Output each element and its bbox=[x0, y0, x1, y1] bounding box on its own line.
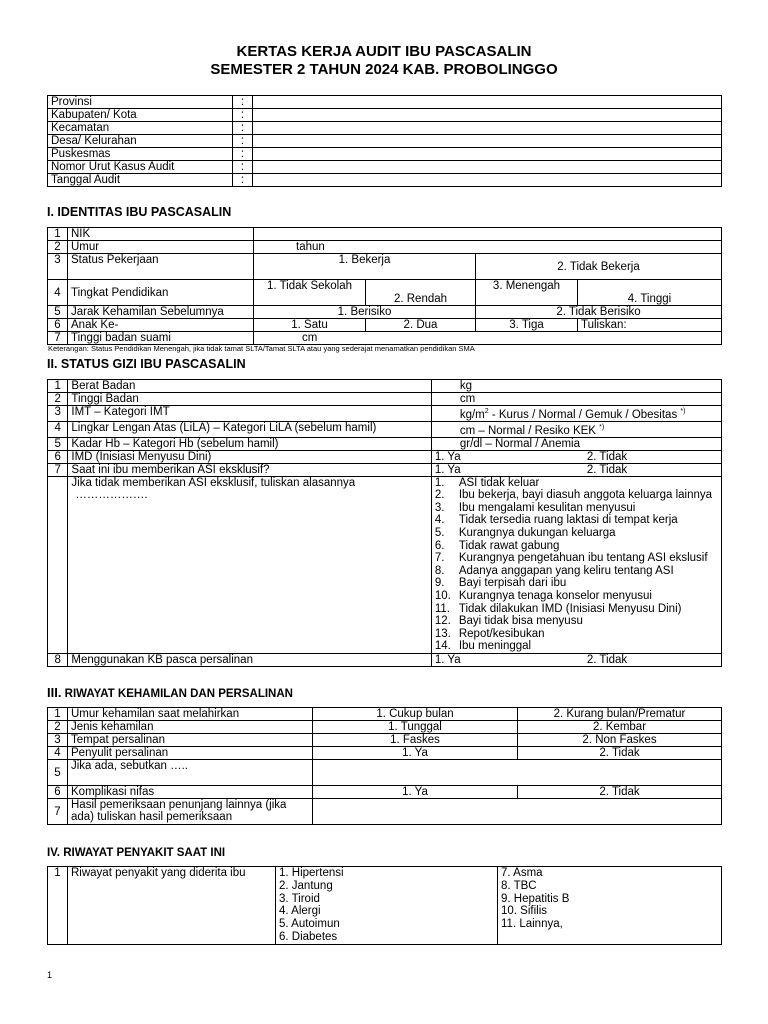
row-number: 5 bbox=[48, 760, 68, 786]
reason-option-number: 13. bbox=[434, 627, 451, 640]
reason-option-number: 6. bbox=[434, 539, 445, 552]
husband-height-label: Tinggi badan suami bbox=[68, 332, 254, 345]
reason-option-text: Kurangnya pengetahuan ibu tentang ASI ekslusif bbox=[458, 552, 708, 565]
disease-history-label: Riwayat penyakit yang diderita ibu bbox=[68, 867, 276, 945]
supporting-exam-field[interactable] bbox=[313, 799, 722, 825]
disease-option[interactable]: 4. Alergi bbox=[279, 905, 321, 918]
disease-option[interactable]: 11. Lainnya, bbox=[501, 918, 563, 931]
age-field[interactable] bbox=[254, 241, 722, 254]
row-number: 2 bbox=[48, 393, 68, 406]
delivery-option-non-facility[interactable]: 2. Non Faskes bbox=[518, 734, 722, 747]
age-unit: tahun bbox=[296, 241, 325, 253]
disease-history-table bbox=[47, 866, 722, 945]
exclusive-breastfeeding-options[interactable] bbox=[431, 463, 721, 476]
info-value-field[interactable] bbox=[253, 174, 722, 187]
bmi-field[interactable] bbox=[431, 406, 721, 422]
section-4-heading: IV. RIWAYAT PENYAKIT SAAT INI bbox=[47, 847, 226, 859]
info-row bbox=[48, 135, 722, 148]
gestational-option-preterm[interactable]: 2. Kurang bulan/Prematur bbox=[518, 708, 722, 721]
reason-option-number: 8. bbox=[434, 564, 445, 577]
reason-option[interactable] bbox=[435, 640, 718, 653]
lila-field[interactable] bbox=[431, 421, 721, 437]
info-colon: : bbox=[233, 109, 253, 122]
lila-footnote-mark: *) bbox=[599, 423, 605, 431]
row-number: 1 bbox=[48, 380, 68, 393]
reason-write-in[interactable]: ………………. bbox=[75, 488, 148, 501]
delivery-place-label: Tempat persalinan bbox=[68, 734, 313, 747]
info-value-field[interactable] bbox=[253, 109, 722, 122]
identity-table bbox=[47, 227, 722, 345]
education-option-middle[interactable]: 3. Menengah bbox=[476, 280, 578, 306]
gestational-option-full[interactable]: 1. Cukup bulan bbox=[313, 708, 518, 721]
spacing-option-risk[interactable]: 1. Berisiko bbox=[254, 306, 476, 319]
disease-option[interactable]: 5. Autoimun bbox=[279, 918, 340, 931]
disease-option[interactable]: 9. Hepatitis B bbox=[501, 892, 570, 905]
reason-option-number: 4. bbox=[434, 514, 445, 527]
reason-option-text: Ibu meninggal bbox=[458, 640, 532, 653]
reason-option-text: Repot/kesibukan bbox=[458, 627, 545, 640]
reason-option[interactable] bbox=[435, 590, 718, 603]
height-field[interactable]: cm bbox=[431, 393, 721, 406]
bmi-unit: kg/m bbox=[459, 408, 485, 421]
reason-option[interactable] bbox=[435, 552, 718, 565]
weight-label: Berat Badan bbox=[68, 380, 431, 393]
section-3-roman: III. bbox=[47, 685, 62, 700]
document-subtitle: SEMESTER 2 TAHUN 2024 KAB. PROBOLINGGO bbox=[210, 61, 558, 78]
info-colon: : bbox=[233, 161, 253, 174]
reason-option-text: Bayi tidak bisa menyusu bbox=[458, 615, 583, 628]
education-option-high[interactable]: 4. Tinggi bbox=[578, 280, 722, 306]
reason-option-text: ASI tidak keluar bbox=[458, 476, 540, 489]
kb-option-no[interactable]: 2. Tidak bbox=[586, 653, 628, 666]
employment-option-working[interactable]: 1. Bekerja bbox=[254, 254, 476, 280]
disease-options-col2 bbox=[498, 867, 722, 945]
height-label: Tinggi Badan bbox=[68, 393, 431, 406]
reason-option[interactable] bbox=[435, 615, 718, 628]
disease-option[interactable]: 2. Jantung bbox=[279, 879, 333, 892]
info-row bbox=[48, 96, 722, 109]
postpartum-option-no[interactable]: 2. Tidak bbox=[518, 786, 722, 799]
info-row bbox=[48, 122, 722, 135]
info-label: Nomor Urut Kasus Audit bbox=[48, 161, 233, 174]
reason-option-text: Tidak tersedia ruang laktasi di tempat kerja bbox=[458, 514, 678, 527]
reason-option-text: Adanya anggapan yang keliru tentang ASI bbox=[458, 564, 674, 577]
education-option-low[interactable]: 2. Rendah bbox=[366, 280, 476, 306]
info-label: Provinsi bbox=[48, 96, 233, 109]
reason-option[interactable] bbox=[435, 527, 718, 540]
row-number: 6 bbox=[48, 786, 68, 799]
kb-option-yes[interactable]: 1. Ya bbox=[434, 653, 461, 666]
row-number: 2 bbox=[48, 721, 68, 734]
disease-option[interactable]: 10. Sifilis bbox=[501, 905, 548, 918]
reason-option[interactable] bbox=[435, 565, 718, 578]
row-number: 3 bbox=[48, 254, 68, 280]
info-value-field[interactable] bbox=[253, 148, 722, 161]
row-number: 1 bbox=[48, 228, 68, 241]
lila-categories: cm – Normal / Resiko KEK bbox=[459, 424, 600, 437]
postpartum-option-yes[interactable]: 1. Ya bbox=[313, 786, 518, 799]
info-row bbox=[48, 148, 722, 161]
info-value-field[interactable] bbox=[253, 122, 722, 135]
reason-option-text: Tidak dilakukan IMD (Inisiasi Menyusu Dini) bbox=[458, 602, 682, 615]
reason-option[interactable] bbox=[435, 577, 718, 590]
pregnancy-history-table bbox=[47, 707, 722, 825]
reason-option-number: 14. bbox=[434, 640, 451, 653]
child-order-option-1[interactable]: 1. Satu bbox=[254, 319, 366, 332]
education-note: Keterangan: Status Pendidikan Menengah, jika tidak tamat SLTA/Tamat SLTA atau yang sederajat menamatkan pendidikan SMA bbox=[48, 344, 475, 353]
complication-detail-label: Jika ada, sebutkan ….. bbox=[68, 760, 313, 786]
imd-label: IMD (Inisiasi Menyusu Dini) bbox=[68, 450, 431, 463]
hb-field[interactable]: gr/dl – Normal / Anemia bbox=[431, 437, 721, 450]
kb-label: Menggunakan KB pasca persalinan bbox=[68, 653, 431, 666]
info-value-field[interactable] bbox=[253, 135, 722, 148]
row-number: 3 bbox=[48, 406, 68, 422]
row-number: 5 bbox=[48, 306, 68, 319]
reason-options-list bbox=[431, 476, 721, 653]
bmi-label: IMT – Kategori IMT bbox=[68, 406, 431, 422]
info-label: Tanggal Audit bbox=[48, 174, 233, 187]
breastfeeding-option-yes[interactable]: 1. Ya bbox=[434, 463, 461, 476]
row-number: 5 bbox=[48, 437, 68, 450]
row-number: 4 bbox=[48, 421, 68, 437]
info-row bbox=[48, 161, 722, 174]
child-order-label: Anak Ke- bbox=[68, 319, 254, 332]
husband-height-field[interactable] bbox=[254, 332, 722, 345]
row-number: 4 bbox=[48, 280, 68, 306]
reason-option[interactable] bbox=[435, 489, 718, 502]
employment-label: Status Pekerjaan bbox=[68, 254, 254, 280]
gestational-age-label: Umur kehamilan saat melahirkan bbox=[68, 708, 313, 721]
height-unit: cm bbox=[302, 332, 318, 344]
info-colon: : bbox=[233, 174, 253, 187]
disease-option[interactable]: 1. Hipertensi bbox=[279, 867, 344, 879]
nutrition-table bbox=[47, 379, 722, 667]
row-number: 8 bbox=[48, 653, 68, 666]
row-number: 3 bbox=[48, 734, 68, 747]
reason-option[interactable] bbox=[435, 502, 718, 515]
delivery-complication-label: Penyulit persalinan bbox=[68, 747, 313, 760]
bmi-unit-sup: 2 bbox=[484, 408, 489, 415]
reason-option-number: 10. bbox=[434, 590, 451, 602]
reason-option[interactable] bbox=[435, 514, 718, 527]
complication-option-yes[interactable]: 1. Ya bbox=[313, 747, 518, 760]
reason-option-number: 2. bbox=[434, 489, 445, 502]
imd-option-yes[interactable]: 1. Ya bbox=[434, 450, 461, 463]
row-number: 1 bbox=[48, 708, 68, 721]
supporting-exam-label bbox=[68, 799, 313, 825]
page-number: 1 bbox=[47, 970, 53, 980]
delivery-option-facility[interactable]: 1. Faskes bbox=[313, 734, 518, 747]
imd-options[interactable] bbox=[431, 450, 721, 463]
reason-option-number: 5. bbox=[434, 527, 445, 540]
complication-option-no[interactable]: 2. Tidak bbox=[518, 747, 722, 760]
weight-field[interactable]: kg bbox=[431, 380, 721, 393]
reason-option[interactable] bbox=[435, 540, 718, 553]
document-title: KERTAS KERJA AUDIT IBU PASCASALIN bbox=[236, 43, 532, 60]
disease-option[interactable]: 7. Asma bbox=[501, 867, 543, 879]
supporting-exam-label-line2: ada) tuliskan hasil pemeriksaan bbox=[71, 811, 233, 823]
info-label: Desa/ Kelurahan bbox=[48, 135, 233, 148]
child-order-option-2[interactable]: 2. Dua bbox=[366, 319, 476, 332]
info-colon: : bbox=[233, 122, 253, 135]
reason-option-text: Kurangnya dukungan keluarga bbox=[458, 527, 616, 540]
supporting-exam-label-line1: Hasil pemeriksaan penunjang lainnya (jika bbox=[71, 799, 287, 811]
row-number: 6 bbox=[48, 319, 68, 332]
reason-option-number: 12. bbox=[434, 615, 451, 628]
info-table bbox=[47, 95, 722, 187]
child-order-write-in[interactable]: Tuliskan: bbox=[578, 319, 722, 332]
postpartum-complication-label: Komplikasi nifas bbox=[68, 786, 313, 799]
complication-detail-field[interactable] bbox=[313, 760, 722, 786]
kb-options[interactable] bbox=[431, 653, 721, 666]
info-value-field[interactable] bbox=[253, 161, 722, 174]
reason-option-number: 7. bbox=[434, 552, 445, 565]
section-1-heading: I. IDENTITAS IBU PASCASALIN bbox=[47, 205, 232, 219]
reason-option[interactable] bbox=[435, 628, 718, 641]
info-colon: : bbox=[233, 96, 253, 109]
row-number: 2 bbox=[48, 241, 68, 254]
education-label: Tingkat Pendidikan bbox=[68, 280, 254, 306]
reason-option-text: Ibu mengalami kesulitan menyusui bbox=[458, 501, 636, 514]
reason-option-number: 1. bbox=[434, 476, 445, 489]
disease-option[interactable]: 6. Diabetes bbox=[279, 930, 338, 943]
info-row bbox=[48, 109, 722, 122]
reason-option[interactable] bbox=[435, 477, 718, 490]
exclusive-breastfeeding-label: Saat ini ibu memberikan ASI eksklusif? bbox=[68, 463, 431, 476]
row-number: 7 bbox=[48, 799, 68, 825]
age-label: Umur bbox=[68, 241, 254, 254]
nik-field[interactable] bbox=[254, 228, 722, 241]
pregnancy-option-twin[interactable]: 2. Kembar bbox=[518, 721, 722, 734]
reason-option-number: 11. bbox=[434, 602, 450, 615]
pregnancy-option-single[interactable]: 1. Tunggal bbox=[313, 721, 518, 734]
reason-option-number: 3. bbox=[434, 501, 445, 514]
reason-label: Jika tidak memberikan ASI eksklusif, tuliskan alasannya bbox=[71, 476, 356, 489]
nik-label: NIK bbox=[68, 228, 254, 241]
education-option-none[interactable]: 1. Tidak Sekolah bbox=[254, 280, 366, 306]
info-label: Kecamatan bbox=[48, 122, 233, 135]
reason-option-number: 9. bbox=[434, 577, 445, 590]
imd-option-no[interactable]: 2. Tidak bbox=[586, 450, 628, 463]
child-order-option-3[interactable]: 3. Tiga bbox=[476, 319, 578, 332]
row-number: 7 bbox=[48, 463, 68, 476]
info-value-field[interactable] bbox=[253, 96, 722, 109]
lila-label: Lingkar Lengan Atas (LiLA) – Kategori LiLA (sebelum hamil) bbox=[68, 421, 431, 437]
row-number: 4 bbox=[48, 747, 68, 760]
reason-option-text: Ibu bekerja, bayi diasuh anggota keluarga lainnya bbox=[458, 489, 713, 502]
reason-option-text: Tidak rawat gabung bbox=[458, 539, 560, 552]
breastfeeding-option-no[interactable]: 2. Tidak bbox=[586, 463, 628, 476]
section-3-heading bbox=[47, 685, 293, 700]
row-number: 1 bbox=[48, 867, 68, 945]
disease-options-col1 bbox=[276, 867, 498, 945]
info-colon: : bbox=[233, 148, 253, 161]
disease-option[interactable]: 3. Tiroid bbox=[279, 892, 320, 905]
info-label: Puskesmas bbox=[48, 148, 233, 161]
reason-option-text: Kurangnya tenaga konselor menyusui bbox=[458, 590, 652, 602]
reason-cell bbox=[68, 476, 431, 653]
bmi-categories: - Kurus / Normal / Gemuk / Obesitas bbox=[488, 408, 681, 421]
info-label: Kabupaten/ Kota bbox=[48, 109, 233, 122]
section-2-heading: II. STATUS GIZI IBU PASCASALIN bbox=[47, 357, 246, 371]
info-colon: : bbox=[233, 135, 253, 148]
pregnancy-type-label: Jenis kehamilan bbox=[68, 721, 313, 734]
employment-option-not-working[interactable]: 2. Tidak Bekerja bbox=[476, 254, 722, 280]
disease-option[interactable]: 8. TBC bbox=[501, 879, 537, 892]
reason-option[interactable] bbox=[435, 603, 718, 616]
section-3-title: RIWAYAT KEHAMILAN DAN PERSALINAN bbox=[61, 688, 293, 700]
spacing-option-no-risk[interactable]: 2. Tidak Berisiko bbox=[476, 306, 722, 319]
bmi-footnote-mark: *) bbox=[680, 408, 686, 415]
row-number-empty bbox=[48, 476, 68, 653]
row-number: 6 bbox=[48, 450, 68, 463]
pregnancy-spacing-label: Jarak Kehamilan Sebelumnya bbox=[68, 306, 254, 319]
hb-label: Kadar Hb – Kategori Hb (sebelum hamil) bbox=[68, 437, 431, 450]
info-row bbox=[48, 174, 722, 187]
row-number: 7 bbox=[48, 332, 68, 345]
reason-option-text: Bayi terpisah dari ibu bbox=[458, 577, 567, 590]
